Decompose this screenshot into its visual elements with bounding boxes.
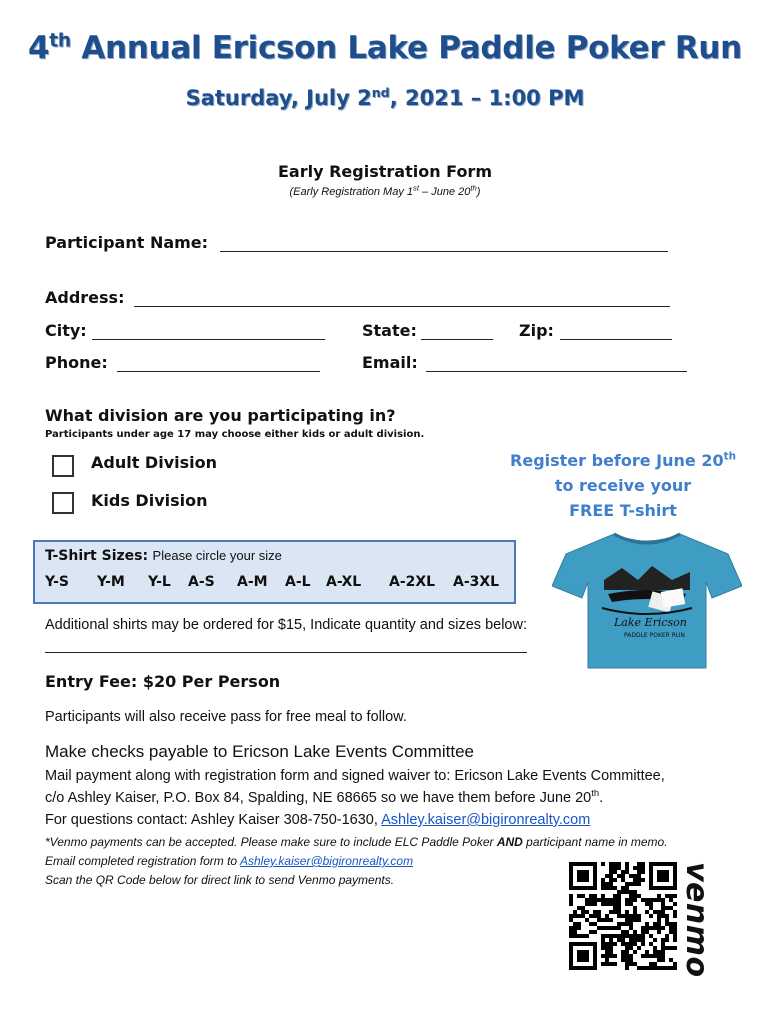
- zip-label: Zip:: [519, 321, 554, 340]
- size-option[interactable]: A-2XL: [389, 574, 436, 590]
- email-form-link[interactable]: Ashley.kaiser@bigironrealty.com: [239, 854, 414, 868]
- phone-field[interactable]: [117, 371, 320, 372]
- size-option[interactable]: Y-S: [45, 574, 69, 590]
- entry-fee-heading: Entry Fee: $20 Per Person: [45, 672, 281, 691]
- tshirt-icon: [552, 528, 742, 670]
- event-title: 4th Annual Ericson Lake Paddle Poker Run: [28, 30, 742, 66]
- email-field[interactable]: [426, 371, 687, 372]
- address-label: Address:: [45, 288, 125, 307]
- additional-shirts-field[interactable]: [45, 652, 527, 653]
- qr-note: Scan the QR Code below for direct link to send Venmo payments.: [45, 873, 395, 887]
- additional-shirts-text: Additional shirts may be ordered for $15, Indicate quantity and sizes below:: [45, 617, 527, 633]
- city-label: City:: [45, 321, 87, 340]
- kids-division-label: Kids Division: [91, 491, 208, 510]
- size-option[interactable]: Y-M: [97, 574, 125, 590]
- size-option[interactable]: Y-L: [148, 574, 171, 590]
- address-field[interactable]: [134, 306, 670, 307]
- participant-name-label: Participant Name:: [45, 233, 209, 252]
- division-age-note: Participants under age 17 may choose either kids or adult division.: [45, 429, 425, 440]
- venmo-note: *Venmo payments can be accepted. Please make sure to include ELC Paddle Poker AND participant name in memo.: [45, 835, 668, 849]
- form-title: Early Registration Form: [278, 162, 492, 181]
- free-meal-text: Participants will also receive pass for free meal to follow.: [45, 709, 407, 725]
- venmo-logo: venmo: [679, 862, 714, 978]
- email-label: Email:: [362, 353, 418, 372]
- size-option[interactable]: A-S: [188, 574, 215, 590]
- city-field[interactable]: [92, 339, 325, 340]
- event-date: Saturday, July 2nd, 2021 – 1:00 PM: [185, 85, 585, 110]
- state-field[interactable]: [421, 339, 493, 340]
- division-question: What division are you participating in?: [45, 406, 396, 425]
- shirt-script-line2: PADDLE POKER RUN: [624, 632, 685, 639]
- form-subtitle: (Early Registration May 1st – June 20th): [289, 183, 481, 198]
- venmo-qr-code[interactable]: [569, 862, 677, 972]
- kids-division-checkbox[interactable]: [52, 492, 74, 514]
- mail-payment-line2: c/o Ashley Kaiser, P.O. Box 84, Spalding, NE 68665 so we have them before June 20th.: [45, 787, 604, 806]
- shirt-script-line1: Lake Ericson: [614, 616, 687, 629]
- state-label: State:: [362, 321, 417, 340]
- adult-division-label: Adult Division: [91, 453, 217, 472]
- free-tshirt-promo: Register before June 20th to receive your FREE T-shirt: [510, 450, 736, 520]
- checks-payable-text: Make checks payable to Ericson Lake Events Committee: [45, 742, 474, 761]
- contact-email-link[interactable]: Ashley.kaiser@bigironrealty.com: [381, 812, 591, 828]
- participant-name-field[interactable]: [220, 251, 668, 252]
- size-option[interactable]: A-XL: [326, 574, 362, 590]
- tshirt-sizes-box: [33, 540, 516, 604]
- tshirt-image: [552, 528, 742, 670]
- adult-division-checkbox[interactable]: [52, 455, 74, 477]
- size-option[interactable]: A-3XL: [453, 574, 500, 590]
- mail-payment-line1: Mail payment along with registration form and signed waiver to: Ericson Lake Events Committee,: [45, 768, 665, 784]
- email-form-line: Email completed registration form to Ashley.kaiser@bigironrealty.com: [45, 854, 414, 868]
- phone-label: Phone:: [45, 353, 108, 372]
- size-option[interactable]: A-M: [237, 574, 268, 590]
- contact-line: For questions contact: Ashley Kaiser 308-750-1630, Ashley.kaiser@bigironrealty.com: [45, 812, 591, 828]
- zip-field[interactable]: [560, 339, 672, 340]
- tshirt-sizes-heading: T-Shirt Sizes: Please circle your size: [45, 548, 282, 564]
- size-option[interactable]: A-L: [285, 574, 311, 590]
